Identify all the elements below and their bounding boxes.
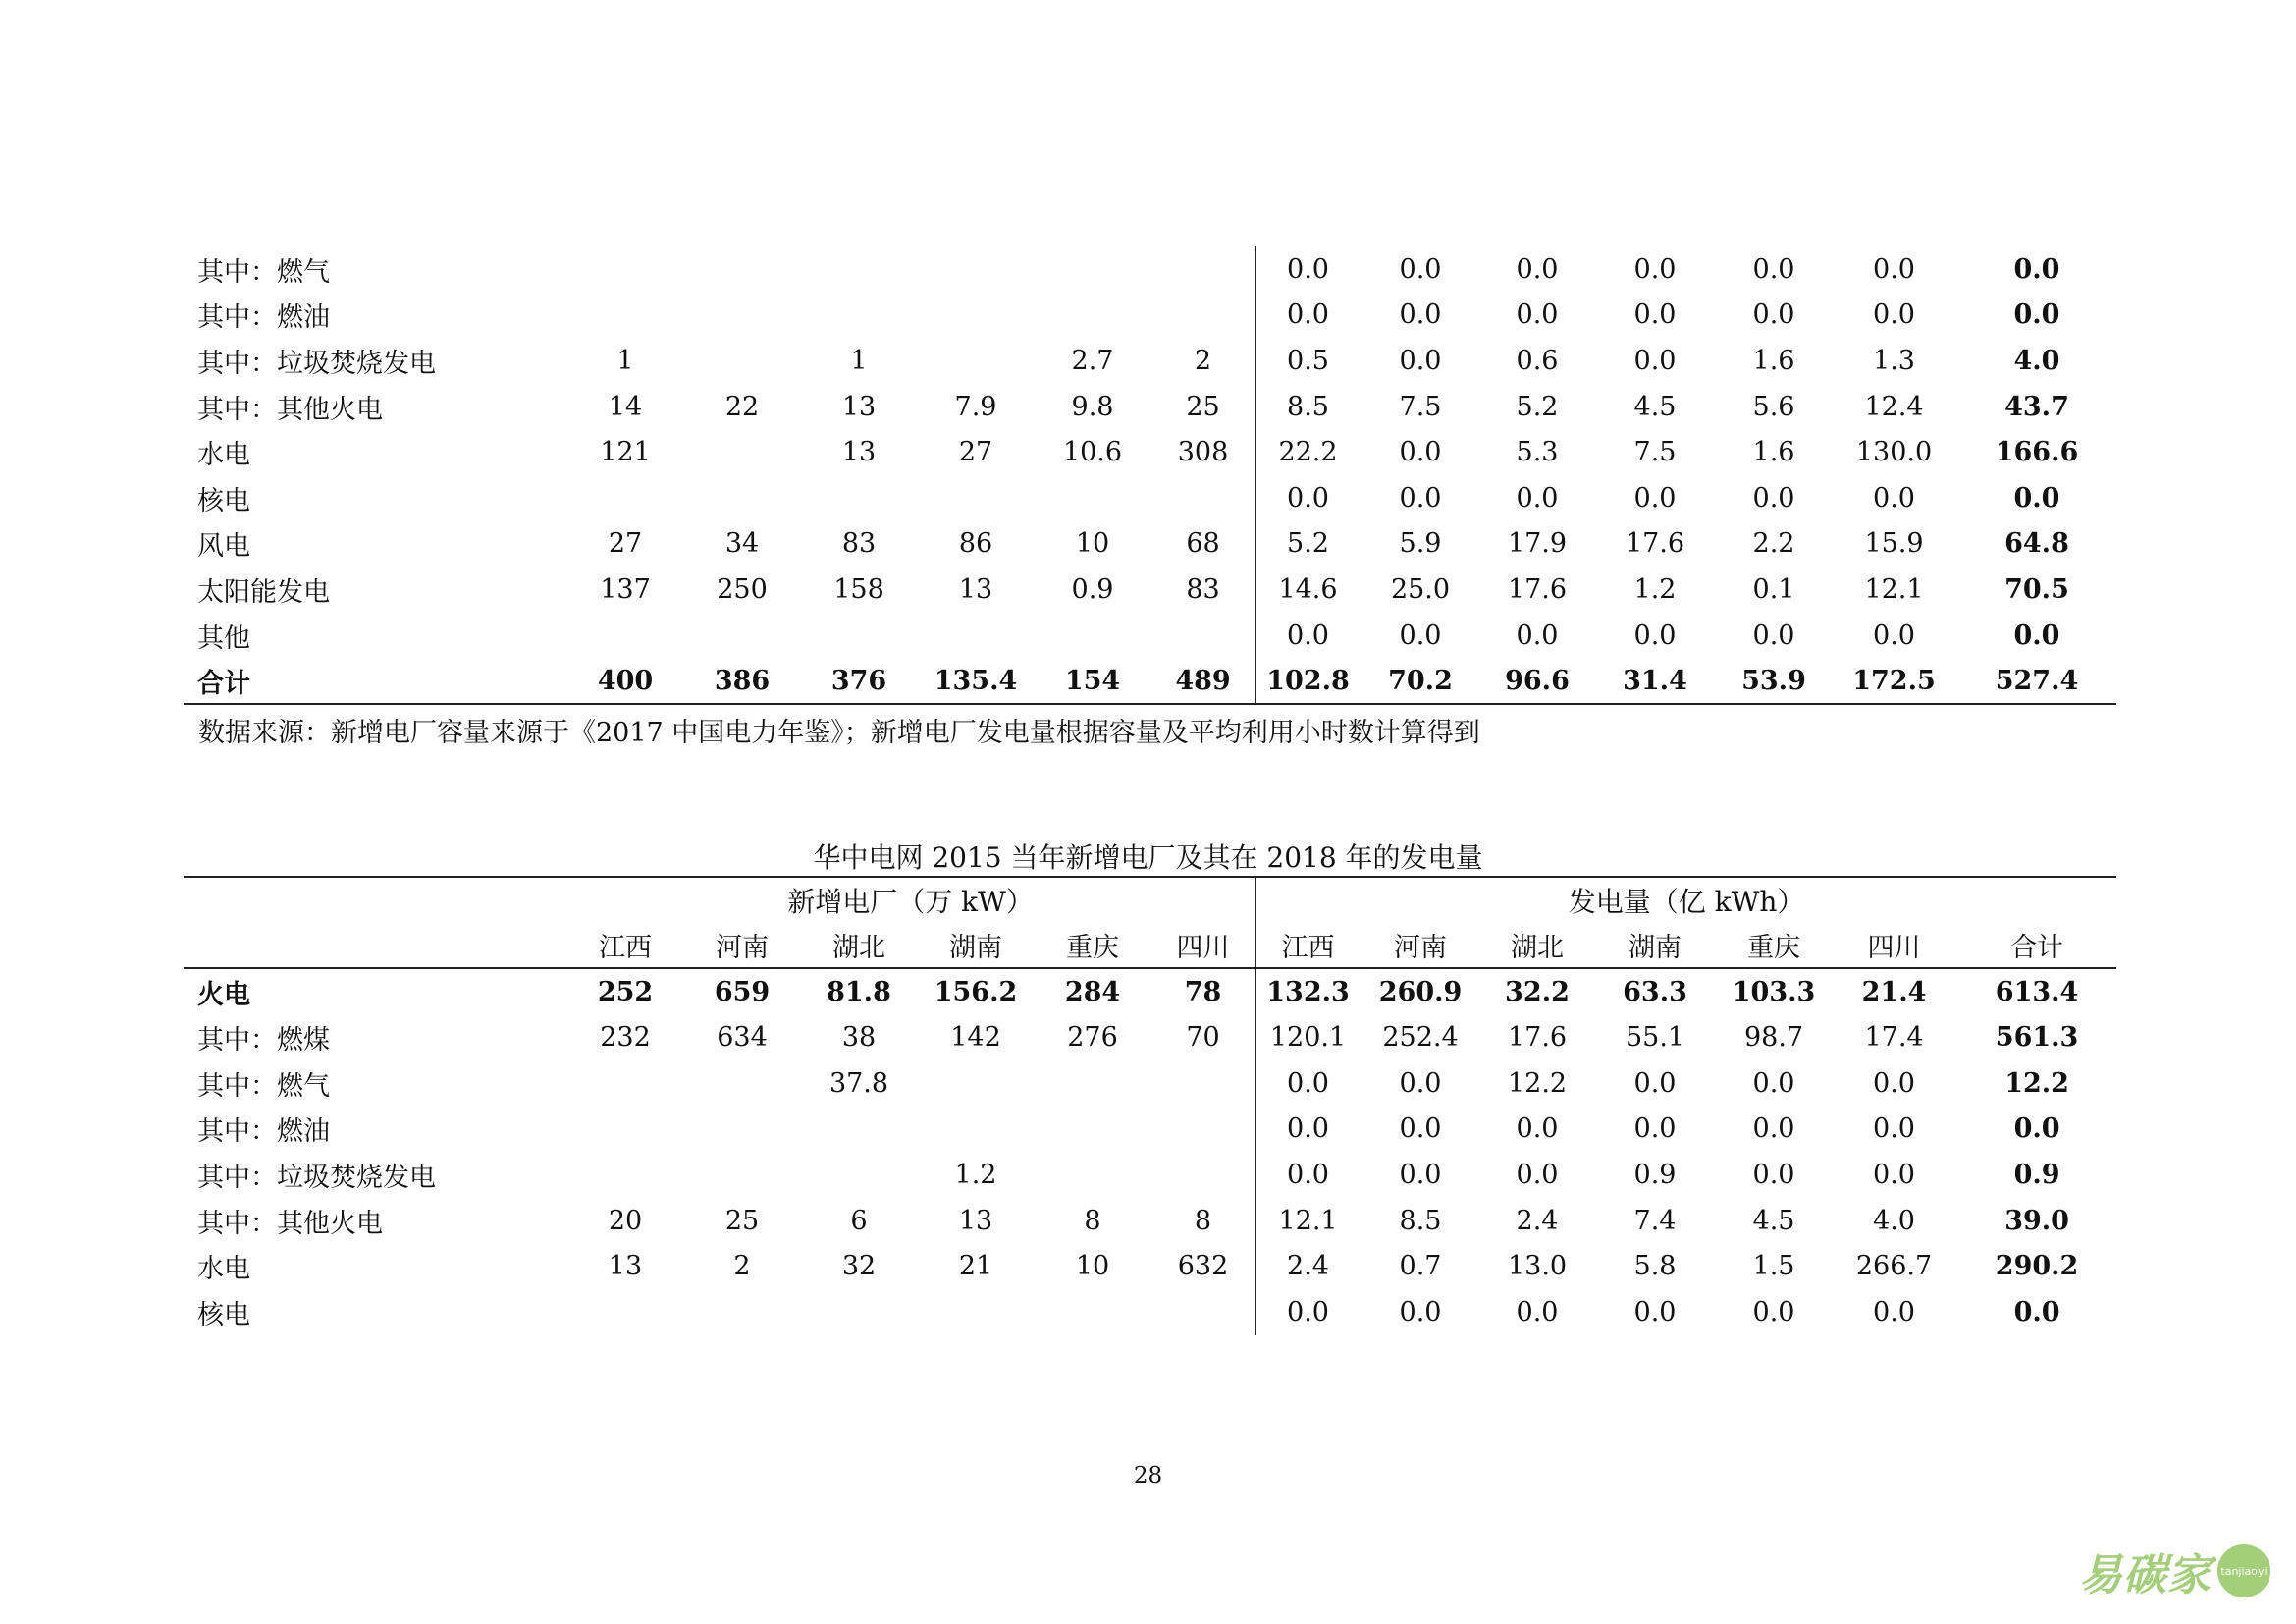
capacity-cell: 86 xyxy=(958,528,993,560)
generation-cell: 1.6 xyxy=(1752,437,1795,468)
capacity-cell xyxy=(918,613,1034,659)
capacity-cell xyxy=(1151,246,1255,293)
capacity-column-header: 江西 xyxy=(566,923,684,969)
capacity-cell: 10 xyxy=(1075,528,1110,560)
generation-cell: 12.4 xyxy=(1864,391,1924,422)
capacity-cell: 156.2 xyxy=(934,976,1018,1007)
capacity-cell xyxy=(684,1060,800,1107)
generation-cell: 172.5 xyxy=(1831,658,1957,704)
capacity-group-header: 新增电厂（万 kW） xyxy=(566,877,1255,923)
capacity-cell xyxy=(566,1152,684,1198)
generation-cell: 17.6 xyxy=(1507,1021,1568,1053)
generation-cell: 0.0 xyxy=(1633,1113,1677,1145)
capacity-cell: 2 xyxy=(733,1251,751,1282)
row-label: 其中：燃气 xyxy=(197,256,330,288)
capacity-cell xyxy=(1034,246,1151,293)
capacity-cell: 308 xyxy=(1151,429,1255,475)
capacity-cell: 37.8 xyxy=(828,1067,889,1099)
total-cell: 613.4 xyxy=(1995,976,2079,1007)
generation-cell: 1.2 xyxy=(1633,573,1677,605)
generation-cell: 0.0 xyxy=(1399,1297,1442,1328)
generation-column-header: 重庆 xyxy=(1717,923,1831,969)
generation-cell: 5.6 xyxy=(1752,391,1795,422)
capacity-cell xyxy=(800,246,918,293)
generation-cell: 17.6 xyxy=(1625,528,1685,560)
generation-cell: 0.0 xyxy=(1873,299,1915,331)
capacity-cell: 34 xyxy=(724,528,760,560)
capacity-cell xyxy=(1034,293,1151,339)
capacity-cell xyxy=(1151,613,1255,659)
capacity-cell: 27 xyxy=(958,437,993,468)
total-cell: 0.0 xyxy=(2013,253,2060,285)
table-caption: 华中电网 2015 当年新增电厂及其在 2018 年的发电量 xyxy=(813,841,1483,874)
total-cell: 561.3 xyxy=(1995,1021,2079,1053)
generation-cell: 103.3 xyxy=(1732,976,1816,1007)
capacity-cell xyxy=(1151,1152,1255,1198)
capacity-cell: 83 xyxy=(1151,567,1255,613)
capacity-cell: 1 xyxy=(616,345,634,376)
capacity-cell xyxy=(800,613,918,659)
row-label: 其中：其他火电 xyxy=(197,1208,383,1239)
total-cell: 0.0 xyxy=(2013,1113,2060,1145)
header-blank-cell xyxy=(184,923,566,969)
watermark-domain: tanjiaoyi xyxy=(2217,1544,2270,1597)
capacity-cell xyxy=(1151,1289,1255,1335)
capacity-cell: 25 xyxy=(1151,384,1255,430)
generation-cell: 0.0 xyxy=(1873,253,1915,285)
table-row xyxy=(184,475,2116,521)
capacity-cell: 142 xyxy=(950,1021,1001,1053)
generation-column-header: 合计 xyxy=(1957,923,2116,969)
watermark-text: 易碳家 xyxy=(2079,1550,2212,1600)
capacity-cell xyxy=(566,246,684,293)
capacity-cell xyxy=(684,1289,800,1335)
continued-capacity-generation-table xyxy=(184,246,2116,705)
capacity-cell xyxy=(684,246,800,293)
capacity-cell xyxy=(684,429,800,475)
table-row xyxy=(184,1152,2116,1198)
generation-cell: 0.0 xyxy=(1752,1297,1795,1328)
capacity-cell: 25 xyxy=(724,1205,760,1236)
generation-cell: 98.7 xyxy=(1743,1021,1804,1053)
generation-column-header: 湖北 xyxy=(1481,923,1593,969)
total-cell: 0.0 xyxy=(2013,482,2060,514)
capacity-cell: 634 xyxy=(717,1021,768,1053)
total-cell: 12.2 xyxy=(2004,1067,2069,1099)
capacity-cell: 78 xyxy=(1151,968,1255,1014)
capacity-cell: 13 xyxy=(841,437,877,468)
generation-column-header: 江西 xyxy=(1255,923,1360,969)
generation-cell: 5.2 xyxy=(1287,528,1329,560)
capacity-cell xyxy=(1151,1106,1255,1152)
row-label: 其中：燃煤 xyxy=(197,1024,330,1056)
generation-cell: 0.0 xyxy=(1516,1159,1559,1190)
capacity-cell xyxy=(566,1060,684,1107)
data-source-note: 数据来源：新增电厂容量来源于《2017 中国电力年鉴》；新增电厂发电量根据容量及平均利用小时数计算得到 xyxy=(198,718,1480,748)
generation-cell: 0.0 xyxy=(1399,437,1442,468)
generation-cell: 0.0 xyxy=(1873,620,1915,651)
capacity-cell xyxy=(684,338,800,384)
generation-cell: 0.0 xyxy=(1287,1159,1329,1190)
generation-cell: 0.0 xyxy=(1516,1113,1559,1145)
capacity-cell: 21 xyxy=(958,1251,993,1282)
generation-cell: 0.0 xyxy=(1287,482,1329,514)
capacity-column-header: 四川 xyxy=(1151,923,1255,969)
generation-cell: 70.2 xyxy=(1360,658,1481,704)
generation-cell: 0.0 xyxy=(1752,1113,1795,1145)
table-row xyxy=(184,1289,2116,1335)
capacity-cell xyxy=(1034,475,1151,521)
capacity-cell xyxy=(1034,1152,1151,1198)
row-label: 水电 xyxy=(197,440,250,471)
generation-cell: 0.0 xyxy=(1399,345,1442,376)
generation-cell: 132.3 xyxy=(1266,976,1350,1007)
total-cell: 0.9 xyxy=(2013,1159,2060,1190)
capacity-cell xyxy=(1034,1060,1151,1107)
generation-cell: 12.1 xyxy=(1864,573,1924,605)
generation-column-header: 河南 xyxy=(1360,923,1481,969)
capacity-cell: 7.9 xyxy=(954,391,997,422)
row-label: 太阳能发电 xyxy=(197,576,330,608)
generation-cell: 14.6 xyxy=(1278,573,1338,605)
row-label: 其中：燃油 xyxy=(197,302,330,334)
row-label: 其中：其他火电 xyxy=(197,394,383,425)
generation-cell: 4.5 xyxy=(1752,1205,1795,1236)
capacity-cell: 9.8 xyxy=(1071,391,1114,422)
capacity-cell: 0.9 xyxy=(1071,573,1114,605)
total-cell: 0.0 xyxy=(2013,1297,2060,1328)
capacity-cell xyxy=(566,613,684,659)
generation-cell: 0.0 xyxy=(1516,482,1559,514)
capacity-cell: 81.8 xyxy=(827,976,891,1007)
capacity-cell xyxy=(1034,1289,1151,1335)
row-label: 核电 xyxy=(197,485,250,516)
capacity-cell xyxy=(918,338,1034,384)
table-row xyxy=(184,338,2116,384)
generation-cell: 5.2 xyxy=(1516,391,1559,422)
generation-cell: 0.0 xyxy=(1287,1067,1329,1099)
generation-cell: 0.0 xyxy=(1516,253,1559,285)
generation-cell: 0.0 xyxy=(1633,253,1677,285)
group-header-row xyxy=(184,877,2116,923)
capacity-cell: 659 xyxy=(714,976,771,1007)
capacity-cell: 376 xyxy=(800,658,918,704)
generation-cell: 5.9 xyxy=(1399,528,1442,560)
capacity-cell xyxy=(1034,1106,1151,1152)
generation-cell: 2.2 xyxy=(1752,528,1795,560)
capacity-cell: 8 xyxy=(1151,1198,1255,1244)
generation-cell: 96.6 xyxy=(1481,658,1593,704)
generation-cell: 0.0 xyxy=(1873,1113,1915,1145)
table-row xyxy=(184,658,2116,704)
capacity-cell: 137 xyxy=(600,573,651,605)
generation-cell: 1.5 xyxy=(1752,1251,1795,1282)
generation-cell: 252.4 xyxy=(1382,1021,1459,1053)
generation-cell: 0.0 xyxy=(1873,1067,1915,1099)
generation-cell: 0.0 xyxy=(1752,620,1795,651)
generation-cell: 0.0 xyxy=(1752,482,1795,514)
table-row xyxy=(184,521,2116,568)
generation-cell: 0.0 xyxy=(1287,1113,1329,1145)
total-cell: 290.2 xyxy=(1995,1251,2079,1282)
row-label: 其他 xyxy=(197,623,250,654)
generation-cell: 55.1 xyxy=(1625,1021,1685,1053)
capacity-cell: 386 xyxy=(684,658,800,704)
total-cell: 166.6 xyxy=(1995,437,2079,468)
capacity-cell: 284 xyxy=(1064,976,1121,1007)
capacity-cell xyxy=(918,1060,1034,1107)
capacity-cell: 400 xyxy=(566,658,684,704)
generation-cell: 0.0 xyxy=(1752,299,1795,331)
generation-column-header: 四川 xyxy=(1831,923,1957,969)
total-cell: 4.0 xyxy=(2013,345,2060,376)
generation-cell: 7.4 xyxy=(1633,1205,1677,1236)
generation-cell: 0.0 xyxy=(1752,1067,1795,1099)
row-label: 其中：燃油 xyxy=(197,1116,330,1148)
generation-cell: 0.0 xyxy=(1873,1159,1915,1190)
generation-group-header: 发电量（亿 kWh） xyxy=(1255,877,2116,923)
total-cell: 39.0 xyxy=(2004,1205,2069,1236)
generation-cell: 0.0 xyxy=(1633,620,1677,651)
capacity-cell: 83 xyxy=(841,528,877,560)
capacity-cell xyxy=(684,1152,800,1198)
total-cell: 527.4 xyxy=(1957,658,2116,704)
row-label: 水电 xyxy=(197,1254,250,1285)
generation-cell: 0.0 xyxy=(1633,299,1677,331)
generation-cell: 31.4 xyxy=(1593,658,1717,704)
capacity-cell xyxy=(918,1289,1034,1335)
generation-cell: 0.0 xyxy=(1287,1297,1329,1328)
row-label: 合计 xyxy=(184,658,566,704)
capacity-cell xyxy=(800,1152,918,1198)
total-cell: 43.7 xyxy=(2004,391,2069,422)
generation-cell: 0.1 xyxy=(1752,573,1795,605)
capacity-cell xyxy=(684,293,800,339)
generation-cell: 0.0 xyxy=(1399,1159,1442,1190)
capacity-cell xyxy=(1034,613,1151,659)
capacity-cell: 8 xyxy=(1084,1205,1101,1236)
capacity-column-header: 重庆 xyxy=(1034,923,1151,969)
generation-cell: 0.0 xyxy=(1287,299,1329,331)
capacity-cell: 14 xyxy=(608,391,643,422)
generation-cell: 12.2 xyxy=(1507,1067,1568,1099)
row-label: 风电 xyxy=(197,531,250,563)
capacity-cell: 38 xyxy=(841,1021,877,1053)
capacity-cell xyxy=(1151,293,1255,339)
capacity-cell xyxy=(684,613,800,659)
capacity-cell xyxy=(800,1289,918,1335)
generation-cell: 0.0 xyxy=(1399,1067,1442,1099)
table-row xyxy=(184,1106,2116,1152)
generation-cell: 7.5 xyxy=(1633,437,1677,468)
row-label: 其中：垃圾焚烧发电 xyxy=(197,1162,436,1193)
generation-cell: 17.9 xyxy=(1507,528,1568,560)
capacity-cell: 70 xyxy=(1151,1014,1255,1060)
capacity-cell xyxy=(566,1289,684,1335)
table-row xyxy=(184,1198,2116,1244)
capacity-cell: 13 xyxy=(958,1205,993,1236)
table-row xyxy=(184,429,2116,475)
capacity-cell: 20 xyxy=(608,1205,643,1236)
generation-cell: 8.5 xyxy=(1287,391,1329,422)
generation-cell: 1.6 xyxy=(1752,345,1795,376)
capacity-cell: 1.2 xyxy=(954,1159,997,1190)
generation-cell: 5.3 xyxy=(1516,437,1559,468)
capacity-cell xyxy=(800,475,918,521)
central-china-grid-table xyxy=(184,876,2116,1335)
capacity-cell xyxy=(800,1106,918,1152)
generation-cell: 0.0 xyxy=(1399,620,1442,651)
row-label: 其中：垃圾焚烧发电 xyxy=(197,348,436,379)
row-label: 火电 xyxy=(197,979,250,1010)
table-row xyxy=(184,293,2116,339)
total-cell: 64.8 xyxy=(2004,528,2069,560)
column-header-row xyxy=(184,923,2116,969)
total-cell: 70.5 xyxy=(2004,573,2069,605)
capacity-cell: 13 xyxy=(841,391,877,422)
table-row xyxy=(184,1244,2116,1290)
generation-cell: 53.9 xyxy=(1717,658,1831,704)
generation-cell: 0.7 xyxy=(1399,1251,1442,1282)
generation-cell: 17.6 xyxy=(1507,573,1568,605)
table-row xyxy=(184,567,2116,613)
capacity-cell: 22 xyxy=(724,391,760,422)
capacity-cell: 632 xyxy=(1151,1244,1255,1290)
generation-cell: 63.3 xyxy=(1623,976,1687,1007)
capacity-cell xyxy=(566,293,684,339)
generation-cell: 0.0 xyxy=(1399,299,1442,331)
total-cell: 0.0 xyxy=(2013,299,2060,331)
generation-cell: 0.0 xyxy=(1752,253,1795,285)
generation-cell: 32.2 xyxy=(1505,976,1570,1007)
generation-cell: 2.4 xyxy=(1287,1251,1329,1282)
capacity-cell xyxy=(918,246,1034,293)
capacity-cell: 232 xyxy=(600,1021,651,1053)
capacity-cell: 154 xyxy=(1034,658,1151,704)
generation-cell: 1.3 xyxy=(1873,345,1915,376)
generation-cell: 130.0 xyxy=(1855,437,1933,468)
generation-cell: 0.0 xyxy=(1516,1297,1559,1328)
capacity-cell xyxy=(918,293,1034,339)
watermark-logo xyxy=(2079,1540,2270,1602)
generation-cell: 0.0 xyxy=(1399,253,1442,285)
capacity-cell: 250 xyxy=(717,573,768,605)
generation-cell: 25.0 xyxy=(1390,573,1451,605)
generation-cell: 0.0 xyxy=(1873,482,1915,514)
generation-cell: 0.0 xyxy=(1752,1159,1795,1190)
generation-cell: 0.0 xyxy=(1516,620,1559,651)
generation-cell: 22.2 xyxy=(1278,437,1338,468)
generation-cell: 4.5 xyxy=(1633,391,1677,422)
capacity-cell: 10.6 xyxy=(1062,437,1123,468)
generation-cell: 0.0 xyxy=(1287,620,1329,651)
generation-cell: 7.5 xyxy=(1399,391,1442,422)
generation-cell: 13.0 xyxy=(1507,1251,1568,1282)
table-row xyxy=(184,968,2116,1014)
generation-cell: 0.0 xyxy=(1633,1297,1677,1328)
page-number: 28 xyxy=(1133,1463,1163,1489)
generation-cell: 4.0 xyxy=(1873,1205,1915,1236)
capacity-column-header: 湖南 xyxy=(918,923,1034,969)
capacity-cell xyxy=(800,293,918,339)
generation-cell: 15.9 xyxy=(1864,528,1924,560)
capacity-column-header: 河南 xyxy=(684,923,800,969)
generation-cell: 8.5 xyxy=(1399,1205,1442,1236)
generation-cell: 21.4 xyxy=(1861,976,1927,1007)
capacity-cell: 121 xyxy=(600,437,651,468)
generation-cell: 0.0 xyxy=(1516,299,1559,331)
generation-cell: 17.4 xyxy=(1864,1021,1924,1053)
generation-cell: 5.8 xyxy=(1633,1251,1677,1282)
generation-cell: 0.0 xyxy=(1633,1067,1677,1099)
capacity-cell: 276 xyxy=(1067,1021,1118,1053)
capacity-cell xyxy=(918,1106,1034,1152)
capacity-cell: 2 xyxy=(1151,338,1255,384)
capacity-cell: 135.4 xyxy=(918,658,1034,704)
generation-cell: 0.0 xyxy=(1399,482,1442,514)
capacity-cell xyxy=(566,475,684,521)
total-cell: 0.0 xyxy=(2013,620,2060,651)
generation-cell: 0.9 xyxy=(1633,1159,1677,1190)
capacity-column-header: 湖北 xyxy=(800,923,918,969)
capacity-cell: 2.7 xyxy=(1071,345,1114,376)
capacity-cell: 1 xyxy=(850,345,868,376)
generation-cell: 2.4 xyxy=(1516,1205,1559,1236)
generation-cell: 260.9 xyxy=(1378,976,1463,1007)
generation-column-header: 湖南 xyxy=(1593,923,1717,969)
capacity-cell: 252 xyxy=(597,976,654,1007)
capacity-cell xyxy=(1151,475,1255,521)
header-blank-cell xyxy=(184,877,566,923)
table-row xyxy=(184,613,2116,659)
capacity-cell xyxy=(918,475,1034,521)
generation-cell: 12.1 xyxy=(1278,1205,1338,1236)
table-row xyxy=(184,1014,2116,1060)
capacity-cell: 13 xyxy=(958,573,993,605)
capacity-cell: 32 xyxy=(841,1251,877,1282)
generation-cell: 0.5 xyxy=(1287,345,1329,376)
capacity-cell: 489 xyxy=(1151,658,1255,704)
capacity-cell: 10 xyxy=(1075,1251,1110,1282)
capacity-cell xyxy=(1151,1060,1255,1107)
table-row xyxy=(184,384,2116,430)
generation-cell: 102.8 xyxy=(1255,658,1360,704)
generation-cell: 0.0 xyxy=(1633,345,1677,376)
capacity-cell: 158 xyxy=(833,573,884,605)
generation-cell: 0.0 xyxy=(1633,482,1677,514)
row-label: 核电 xyxy=(197,1300,250,1331)
capacity-cell xyxy=(566,1106,684,1152)
table-row xyxy=(184,1060,2116,1107)
generation-cell: 266.7 xyxy=(1855,1251,1933,1282)
capacity-cell: 27 xyxy=(608,528,643,560)
row-label: 其中：燃气 xyxy=(197,1070,330,1102)
capacity-cell xyxy=(684,1106,800,1152)
generation-cell: 0.0 xyxy=(1873,1297,1915,1328)
capacity-cell: 13 xyxy=(608,1251,643,1282)
table-row xyxy=(184,246,2116,293)
generation-cell: 0.0 xyxy=(1287,253,1329,285)
capacity-cell: 6 xyxy=(850,1205,868,1236)
generation-cell: 0.0 xyxy=(1399,1113,1442,1145)
generation-cell: 0.6 xyxy=(1516,345,1559,376)
capacity-cell: 68 xyxy=(1151,521,1255,568)
capacity-cell xyxy=(684,475,800,521)
generation-cell: 120.1 xyxy=(1269,1021,1347,1053)
